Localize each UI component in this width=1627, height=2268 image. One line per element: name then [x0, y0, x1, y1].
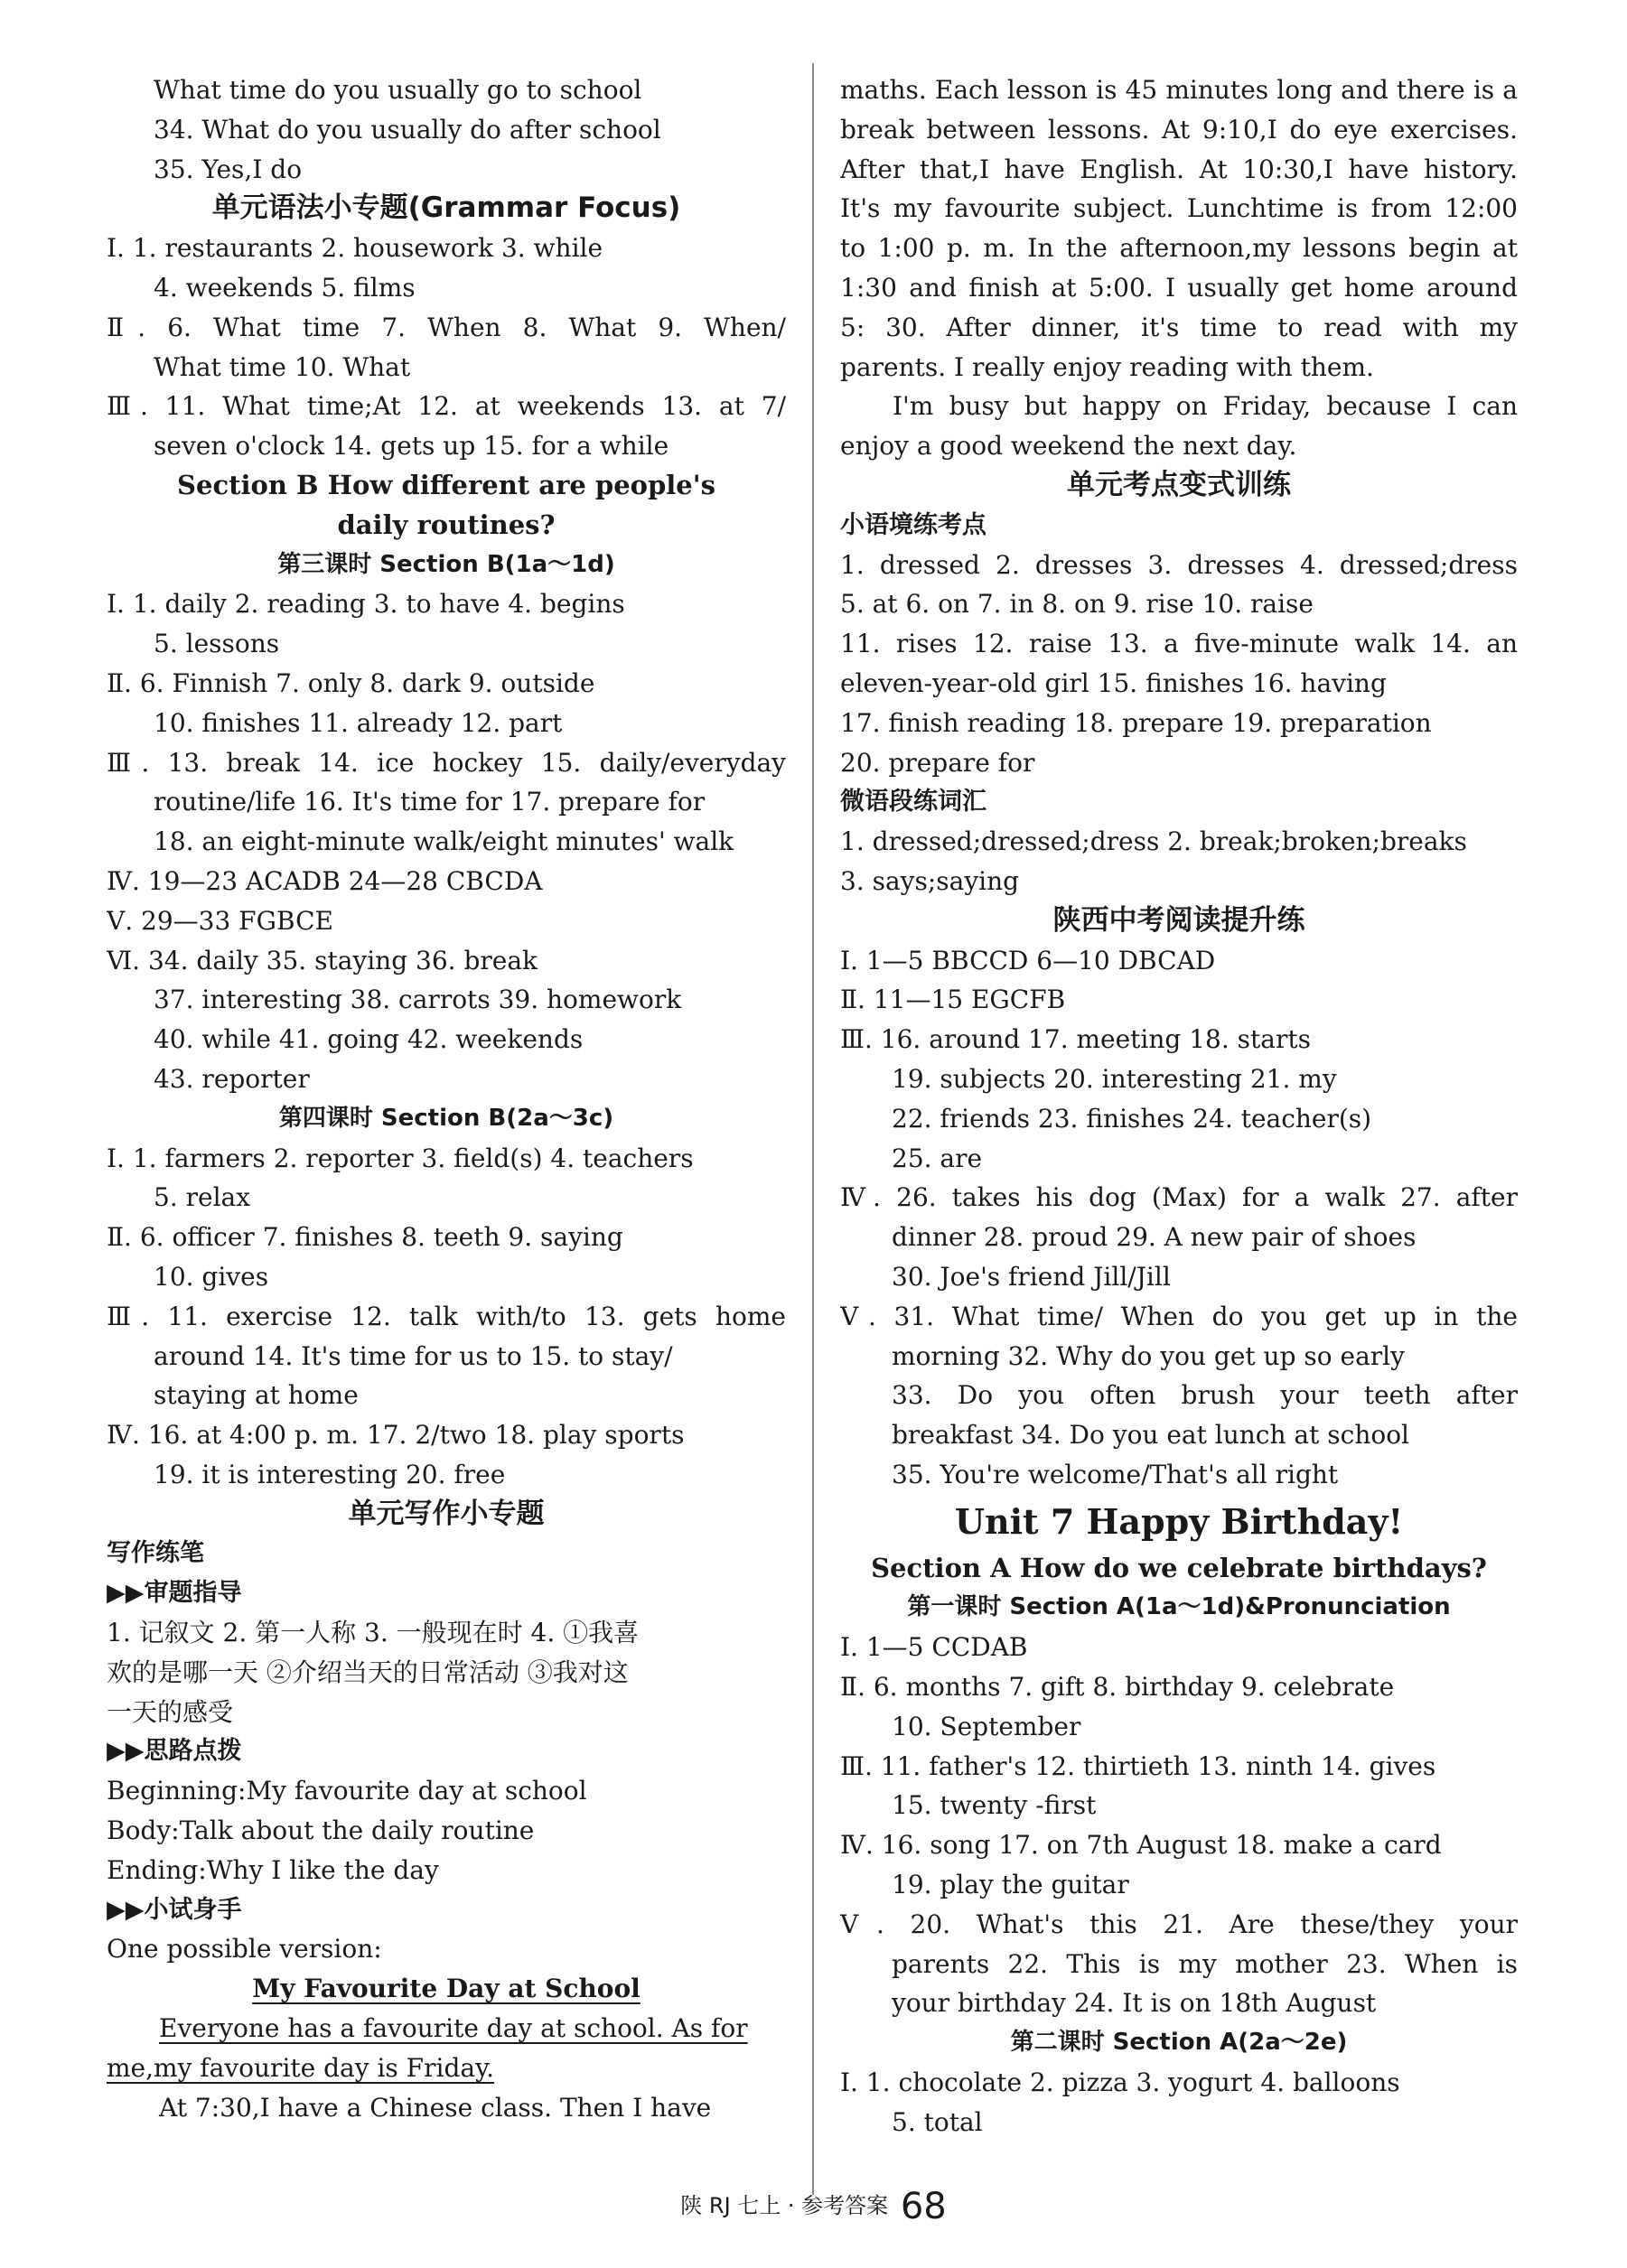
right-column-line: 19. play the guitar — [892, 1870, 1129, 1900]
left-column-line: Ending:Why I like the day — [107, 1854, 439, 1885]
right-column-line: enjoy a good weekend the next day. — [840, 431, 1297, 462]
left-column-line: 19. it is interesting 20. free — [154, 1459, 506, 1489]
right-column-line: 19. subjects 20. interesting 21. my — [892, 1063, 1337, 1094]
left-column-line: 欢的是哪一天 ②介绍当天的日常活动 ③我对这 — [107, 1657, 629, 1687]
left-column-line: Ⅰ. 1. daily 2. reading 3. to have 4. begins — [107, 589, 625, 620]
left-column-line: Body:Talk about the daily routine — [107, 1815, 535, 1846]
right-column-line: 5. at 6. on 7. in 8. on 9. rise 10. raise — [840, 589, 1314, 620]
left-column-line: Ⅲ. 11. What time;At 12. at weekends 13. at 7/ — [107, 391, 786, 422]
left-column-line: 写作练笔 — [107, 1539, 204, 1568]
left-column-line: 5. relax — [154, 1182, 251, 1213]
right-column-line: morning 32. Why do you get up so early — [892, 1340, 1405, 1371]
left-column-line: daily routines? — [337, 509, 556, 540]
right-column-line: 30. Joe's friend Jill/Jill — [892, 1261, 1171, 1292]
left-column-line — [107, 1969, 786, 2009]
right-column-line: Ⅲ. 16. around 17. meeting 18. starts — [840, 1024, 1311, 1055]
right-column-line: 25. are — [892, 1143, 983, 1173]
left-column-line: Ⅱ. 6. What time 7. When 8. What 9. When/ — [107, 312, 786, 342]
left-column-line: ▶▶审题指导 — [107, 1579, 242, 1608]
left-column-line: Ⅴ. 29—33 FGBCE — [107, 905, 333, 936]
left-column-line: Ⅱ. 6. Finnish 7. only 8. dark 9. outside — [107, 667, 595, 698]
right-column-line: 20. prepare for — [840, 747, 1035, 778]
left-column-line: 35. Yes,I do — [154, 154, 303, 184]
left-column-line: 第四课时 Section B(2a～3c) — [278, 1104, 614, 1132]
right-column-line: 小语境练考点 — [840, 510, 986, 539]
right-column-line: Ⅲ. 11. father's 12. thirtieth 13. ninth 14. gives — [840, 1750, 1436, 1781]
left-column — [107, 70, 786, 2127]
left-column-line: 10. gives — [154, 1261, 269, 1292]
right-column-line: Ⅳ. 26. takes his dog (Max) for a walk 27. after — [840, 1182, 1518, 1213]
right-column-line: 微语段练词汇 — [840, 788, 986, 817]
left-column-line: staying at home — [154, 1380, 359, 1411]
right-column-line: dinner 28. proud 29. A new pair of shoes — [892, 1222, 1417, 1253]
left-column-line: ▶▶思路点拨 — [107, 1737, 242, 1766]
right-column-line: After that,I have English. At 10:30,I have history. — [840, 154, 1518, 184]
left-column-line: Ⅲ. 13. break 14. ice hockey 15. daily/everyday — [107, 747, 786, 778]
right-column-line: 17. finish reading 18. prepare 19. preparation — [840, 707, 1432, 738]
page-number: 68 — [900, 2186, 947, 2227]
right-column-line: 陕西中考阅读提升练 — [1052, 903, 1305, 937]
left-column-line: Beginning:My favourite day at school — [107, 1776, 587, 1806]
right-column-line: 1. dressed;dressed;dress 2. break;broken;breaks — [840, 826, 1467, 857]
left-column-line: 43. reporter — [154, 1063, 310, 1094]
left-column-line: Ⅳ. 16. at 4:00 p. m. 17. 2/two 18. play sports — [107, 1420, 685, 1451]
right-column-line: 1. dressed 2. dresses 3. dresses 4. dressed;dress — [840, 549, 1518, 580]
right-column-line: Ⅴ. 31. What time/ When do you get up in the — [840, 1301, 1518, 1331]
left-column-line: 10. finishes 11. already 12. part — [154, 707, 563, 738]
right-column-line: 3. says;saying — [840, 865, 1020, 896]
right-column-line: break between lessons. At 9:10,I do eye exercises. — [840, 114, 1518, 145]
left-column-line: What time do you usually go to school — [154, 75, 642, 105]
right-column-line: Ⅰ. 1—5 CCDAB — [840, 1632, 1028, 1663]
left-column-line: Ⅲ. 11. exercise 12. talk with/to 13. gets home — [107, 1301, 786, 1331]
line-text: Everyone has a favourite day at school. As for — [159, 2013, 748, 2044]
left-column-line — [107, 2009, 786, 2049]
right-column — [840, 70, 1518, 2142]
right-column-line: 10. September — [892, 1711, 1081, 1741]
left-column-line: ▶▶小试身手 — [107, 1895, 242, 1924]
right-column-line: to 1:00 p. m. In the afternoon,my lessons begin at — [840, 233, 1518, 264]
right-column-line: 22. friends 23. finishes 24. teacher(s) — [892, 1103, 1372, 1134]
right-column-line: 15. twenty -first — [892, 1790, 1097, 1821]
line-text: My Favourite Day at School — [252, 1974, 641, 2004]
right-column-line: Section A How do we celebrate birthdays? — [871, 1552, 1487, 1583]
left-column-line: 5. lessons — [154, 629, 280, 659]
left-column-line: 34. What do you usually do after school — [154, 114, 661, 145]
left-column-line: 4. weekends 5. films — [154, 272, 416, 303]
left-column-line: One possible version: — [107, 1934, 382, 1965]
right-column-line: Unit 7 Happy Birthday! — [954, 1500, 1404, 1542]
left-column-line: 1. 记叙文 2. 第一人称 3. 一般现在时 4. ①我喜 — [107, 1618, 640, 1648]
right-column-line: breakfast 34. Do you eat lunch at school — [892, 1420, 1410, 1451]
line-text: me,my favourite day is Friday. — [107, 2052, 495, 2083]
right-column-line: parents. I really enjoy reading with them. — [840, 351, 1374, 382]
left-column-line: 单元语法小专题(Grammar Focus) — [211, 191, 681, 225]
left-column-line: Ⅵ. 34. daily 35. staying 36. break — [107, 945, 538, 975]
left-column-line: 一天的感受 — [107, 1696, 234, 1727]
left-column-line: At 7:30,I have a Chinese class. Then I have — [159, 2092, 712, 2123]
right-column-line: Ⅳ. 16. song 17. on 7th August 18. make a card — [840, 1830, 1442, 1861]
left-column-line — [107, 2049, 786, 2088]
right-column-line: 1:30 and finish at 5:00. I usually get home around — [840, 272, 1518, 303]
right-column-line: 第二课时 Section A(2a～2e) — [1010, 2029, 1348, 2057]
right-column-line: It's my favourite subject. Lunchtime is from 12:00 — [840, 193, 1518, 224]
left-column-line: 37. interesting 38. carrots 39. homework — [154, 985, 682, 1015]
right-column-line: maths. Each lesson is 45 minutes long and there is a — [840, 75, 1518, 105]
right-column-line: 单元考点变式训练 — [1067, 468, 1291, 501]
left-column-line: Ⅳ. 19—23 ACADB 24—28 CBCDA — [107, 865, 543, 896]
footer-text: 陕 RJ 七上 · 参考答案 — [680, 2193, 889, 2218]
left-column-line: 40. while 41. going 42. weekends — [154, 1024, 584, 1055]
left-column-line: 18. an eight-minute walk/eight minutes' walk — [154, 826, 734, 857]
column-divider — [812, 63, 814, 2195]
right-column-line: 11. rises 12. raise 13. a five-minute walk 14. an — [840, 629, 1518, 659]
right-column-line: eleven-year-old girl 15. finishes 16. having — [840, 667, 1387, 698]
right-column-line: Ⅱ. 11—15 EGCFB — [840, 985, 1066, 1015]
right-column-line: Ⅱ. 6. months 7. gift 8. birthday 9. celebrate — [840, 1672, 1395, 1703]
left-column-line: seven o'clock 14. gets up 15. for a while — [154, 431, 669, 462]
left-column-line: 单元写作小专题 — [348, 1497, 545, 1530]
page-footer — [0, 2186, 1627, 2227]
right-column-line: 5: 30. After dinner, it's time to read with my — [840, 312, 1518, 342]
left-column-line: Ⅰ. 1. farmers 2. reporter 3. field(s) 4. teachers — [107, 1143, 694, 1173]
right-column-line: Ⅰ. 1. chocolate 2. pizza 3. yogurt 4. balloons — [840, 2067, 1400, 2098]
right-column-line: Ⅴ. 20. What's this 21. Are these/they your — [840, 1909, 1518, 1939]
right-column-line: 35. You're welcome/That's all right — [892, 1459, 1339, 1489]
right-column-line: parents 22. This is my mother 23. When is — [892, 1948, 1518, 1979]
left-column-line: 第三课时 Section B(1a～1d) — [277, 550, 615, 578]
right-column-line: your birthday 24. It is on 18th August — [892, 1988, 1377, 2019]
left-column-line: around 14. It's time for us to 15. to stay/ — [154, 1340, 673, 1371]
left-column-line: Ⅰ. 1. restaurants 2. housework 3. while — [107, 233, 603, 264]
right-column-line: 第一课时 Section A(1a～1d)&Pronunciation — [907, 1593, 1451, 1621]
left-column-line: Ⅱ. 6. officer 7. finishes 8. teeth 9. saying — [107, 1222, 623, 1253]
right-column-line: 5. total — [892, 2106, 983, 2137]
left-column-line: Section B How different are people's — [177, 469, 715, 500]
right-column-line: Ⅰ. 1—5 BBCCD 6—10 DBCAD — [840, 945, 1216, 975]
left-column-line: routine/life 16. It's time for 17. prepare for — [154, 787, 706, 817]
right-column-line: 33. Do you often brush your teeth after — [892, 1380, 1518, 1411]
right-column-line: I'm busy but happy on Friday, because I can — [893, 391, 1518, 422]
left-column-line: What time 10. What — [154, 351, 411, 382]
